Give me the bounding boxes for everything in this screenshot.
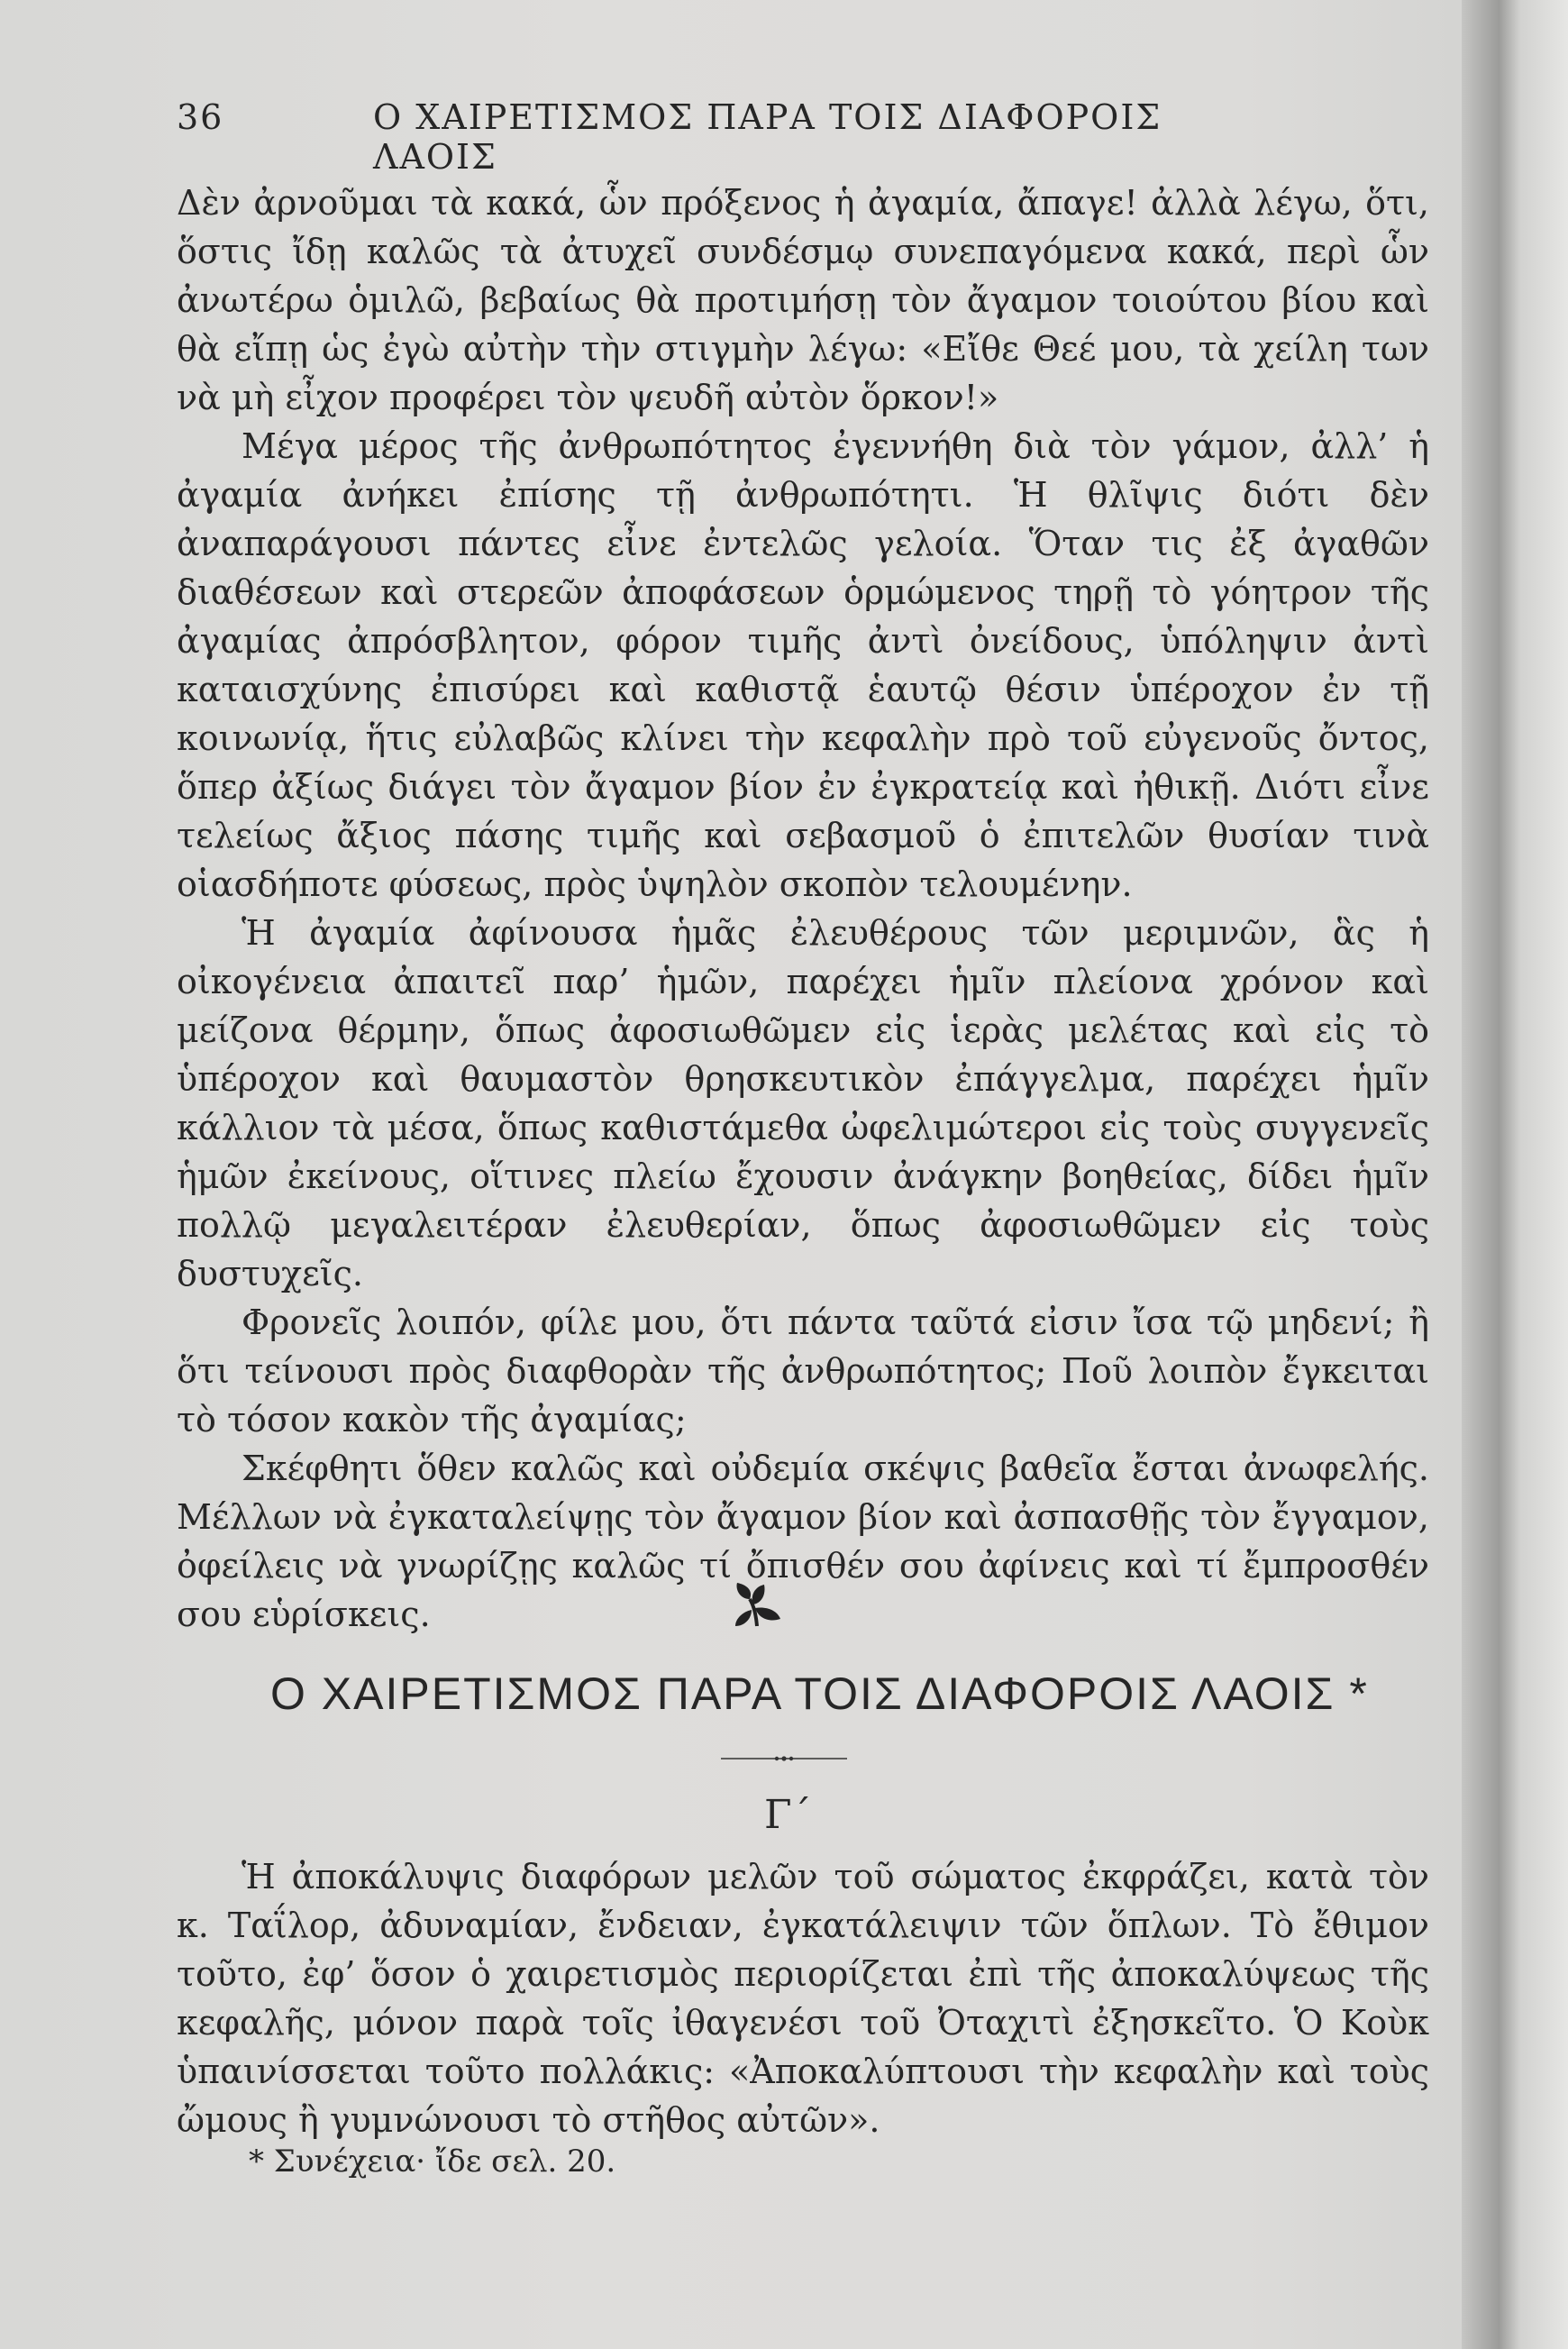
section-number: Γ΄: [764, 1792, 812, 1838]
article-body: [177, 1852, 1429, 2144]
page-edge-shadow: [1462, 0, 1568, 2349]
paragraph: Φρονεῖς λοιπόν, φίλε μου, ὅτι πάντα ταῦτά εἰσιν ἴσα τῷ μηδενί; ἢ ὅτι τείνουσι πρὸς διαφθορὰν τῆς ἀνθρωπότητος; Ποῦ λοιπὸν ἔγκειται τὸ τόσον κακὸν τῆς ἀγαμίας;: [177, 1302, 1429, 1440]
body-text: [177, 178, 1429, 1639]
paragraph: Ἡ ἀγαμία ἀφίνουσα ἡμᾶς ἐλευθέρους τῶν μεριμνῶν, ἃς ἡ οἰκογένεια ἀπαιτεῖ παρ’ ἡμῶν, παρέχει ἡμῖν πλείονα χρόνον καὶ μείζονα θέρμην, ὅπως ἀφοσιωθῶμεν εἰς ἱερὰς μελέτας καὶ εἰς τὸ ὑπέροχον καὶ θαυμαστὸν θρησκευτικὸν ἐπάγγελμα, παρέχει ἡμῖν κάλλιον τὰ μέσα, ὅπως καθιστάμεθα ὠφελιμώτεροι εἰς τοὺς συγγενεῖς ἡμῶν ἐκείνους, οἵτινες πλείω ἔχουσιν ἀνάγκην βοηθείας, δίδει ἡμῖν πολλῷ μεγαλειτέραν ἐλευθερίαν, ὅπως ἀφοσιωθῶμεν εἰς τοὺς δυστυχεῖς.: [177, 913, 1429, 1293]
article-title: Ο ΧΑΙΡΕΤΙΣΜΟΣ ΠΑΡΑ ΤΟΙΣ ΔΙΑΦΟΡΟΙΣ ΛΑΟΙΣ *: [270, 1668, 1369, 1719]
title-rule-divider: [721, 1756, 847, 1761]
page-number: 36: [177, 97, 224, 137]
paragraph: Σκέφθητι ὅθεν καλῶς καὶ οὐδεμία σκέψις βαθεῖα ἔσται ἀνωφελής. Μέλλων νὰ ἐγκαταλείψῃς τὸν ἄγαμον βίον καὶ ἀσπασθῇς τὸν ἔγγαμον, ὀφείλεις νὰ γνωρίζῃς καλῶς τί ὄπισθέν σου ἀφίνεις καὶ τί ἔμπροσθέν σου εὑρίσκεις.: [177, 1449, 1429, 1634]
running-title: Ο ΧΑΙΡΕΤΙΣΜΟΣ ΠΑΡΑ ΤΟΙΣ ΔΙΑΦΟΡΟΙΣ ΛΑΟΙΣ: [373, 97, 1162, 177]
paragraph: Μέγα μέρος τῆς ἀνθρωπότητος ἐγεννήθη διὰ τὸν γάμον, ἀλλ’ ἡ ἀγαμία ἀνήκει ἐπίσης τῇ ἀνθρωπότητι. Ἡ θλῖψις διότι δὲν ἀναπαράγουσι πάντες εἶνε ἐντελῶς γελοία. Ὅταν τις ἐξ ἀγαθῶν διαθέσεων καὶ στερεῶν ἀποφάσεων ὁρμώμενος τηρῇ τὸ γόητρον τῆς ἀγαμίας ἀπρόσβλητον, φόρον τιμῆς ἀντὶ ὀνείδους, ὑπόληψιν ἀντὶ καταισχύνης ἐπισύρει καὶ καθιστᾷ ἑαυτῷ θέσιν ὑπέροχον ἐν τῇ κοινωνίᾳ, ἥτις εὐλαβῶς κλίνει τὴν κεφαλὴν πρὸ τοῦ εὐγενοῦς ὄντος, ὅπερ ἀξίως διάγει τὸν ἄγαμον βίον ἐν ἐγκρατείᾳ καὶ ἠθικῇ. Διότι εἶνε τελείως ἄξιος πάσης τιμῆς καὶ σεβασμοῦ ὁ ἐπιτελῶν θυσίαν τινὰ οἱασδήποτε φύσεως, πρὸς ὑψηλὸν σκοπὸν τελουμένην.: [177, 426, 1429, 904]
paragraph: Δὲν ἀρνοῦμαι τὰ κακά, ὧν πρόξενος ἡ ἀγαμία, ἄπαγε! ἀλλὰ λέγω, ὅτι, ὅστις ἴδῃ καλῶς τὰ ἀτυχεῖ συνδέσμῳ συνεπαγόμενα κακά, περὶ ὧν ἀνωτέρω ὁμιλῶ, βεβαίως θὰ προτιμήσῃ τὸν ἄγαμον τοιούτου βίου καὶ θὰ εἴπῃ ὡς ἐγὼ αὐτὴν τὴν στιγμὴν λέγω: «Εἴθε Θεέ μου, τὰ χείλη των νὰ μὴ εἶχον προφέρει τὸν ψευδῆ αὐτὸν ὅρκον!»: [177, 183, 1429, 417]
fleuron-icon: [730, 1579, 784, 1633]
paragraph: Ἡ ἀποκάλυψις διαφόρων μελῶν τοῦ σώματος ἐκφράζει, κατὰ τὸν κ. Ταΐλορ, ἀδυναμίαν, ἔνδειαν, ἐγκατάλειψιν τῶν ὅπλων. Τὸ ἔθιμον τοῦτο, ἐφ’ ὅσον ὁ χαιρετισμὸς περιορίζεται ἐπὶ τῆς ἀποκαλύψεως τῆς κεφαλῆς, μόνον παρὰ τοῖς ἰθαγενέσι τοῦ Ὀταχιτὶ ἐξησκεῖτο. Ὁ Κοὺκ ὑπαινίσσεται τοῦτο πολλάκις: «Ἀποκαλύπτουσι τὴν κεφαλὴν καὶ τοὺς ὤμους ἢ γυμνώνουσι τὸ στῆθος αὐτῶν».: [177, 1857, 1429, 2140]
running-header: [177, 97, 1276, 177]
footnote: * Συνέχεια· ἴδε σελ. 20.: [249, 2143, 616, 2180]
